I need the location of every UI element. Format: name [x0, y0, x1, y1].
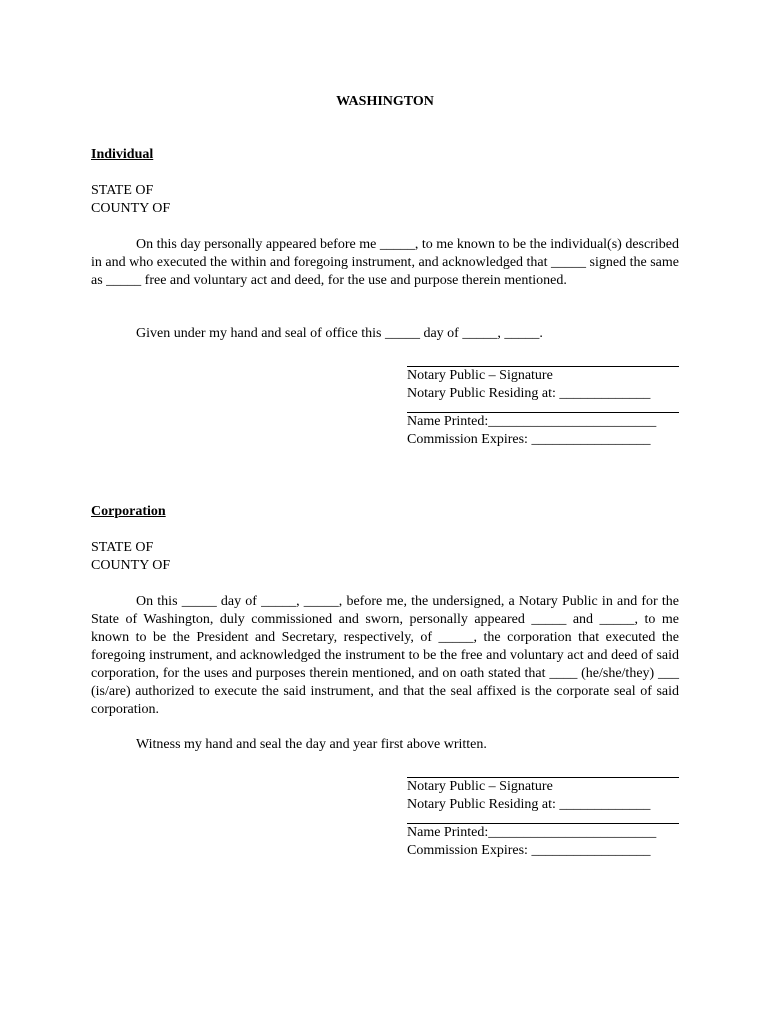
document-title: WASHINGTON — [336, 94, 434, 109]
commission-expires-label: Commission Expires: _________________ — [407, 843, 651, 858]
corporation-state-label: STATE OF — [91, 540, 154, 555]
corporation-county-label: COUNTY OF — [91, 558, 171, 573]
individual-heading: Individual — [91, 147, 154, 162]
name-printed-label: Name Printed:________________________ — [407, 414, 657, 429]
notary-residing-label: Notary Public Residing at: _____________ — [407, 386, 651, 401]
individual-county-label: COUNTY OF — [91, 201, 171, 216]
corporation-heading: Corporation — [91, 504, 166, 519]
corporation-paragraph: On this _____ day of _____, _____, before me, the undersigned, a Notary Public in and for the State of Washington, duly commissioned and sworn, personally appeared _____ and _____, to me known to be the President and Secretary, respectively, of _____, the corporation that executed the foregoing instrument, and acknowledged the instrument to be the free and voluntary act and deed of said corporation, for the uses and purposes therein mentioned, and on oath stated that ____ (he/she/they) ___ (is/are) authorized to execute the said instrument, and that the seal affixed is the corporate seal of said corporation. — [91, 594, 679, 717]
individual-given-line: Given under my hand and seal of office this _____ day of _____, _____. — [136, 326, 543, 341]
individual-state-label: STATE OF — [91, 183, 154, 198]
corporation-witness-line: Witness my hand and seal the day and year first above written. — [136, 737, 487, 752]
notary-signature-label: Notary Public – Signature — [407, 779, 553, 794]
notary-signature-label: Notary Public – Signature — [407, 368, 553, 383]
corporation-signature-block — [407, 768, 679, 860]
notary-residing-label: Notary Public Residing at: _____________ — [407, 797, 651, 812]
individual-paragraph: On this day personally appeared before me _____, to me known to be the individual(s) described in and who executed the within and foregoing instrument, and acknowledged that _____ signed the same as _____ free and voluntary act and deed, for the use and purpose therein mentioned. — [91, 237, 679, 288]
name-printed-label: Name Printed:________________________ — [407, 825, 657, 840]
commission-expires-label: Commission Expires: _________________ — [407, 432, 651, 447]
individual-signature-block — [407, 357, 679, 449]
